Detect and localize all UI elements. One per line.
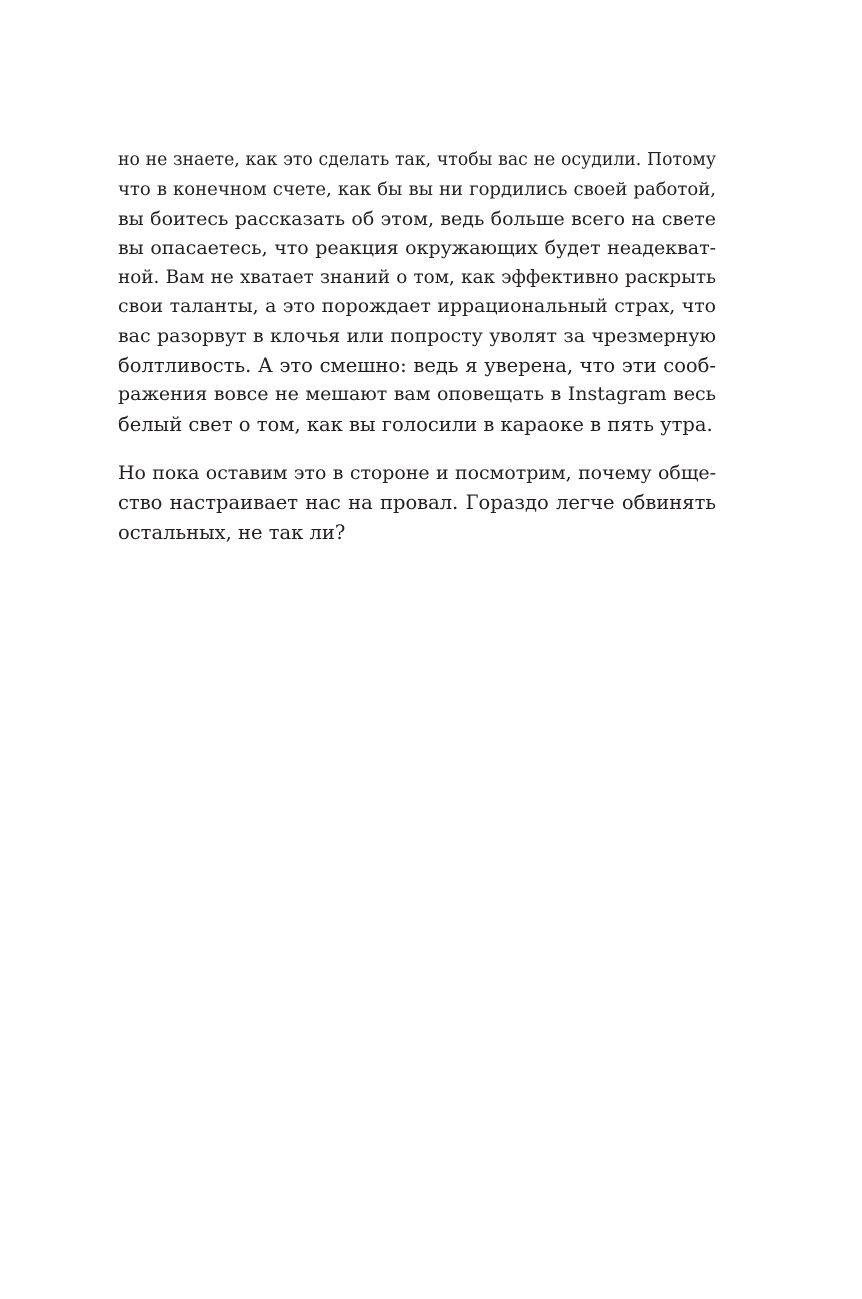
text-line: белый свет о том, как вы голосили в караоке в пять утра. [118, 412, 713, 436]
text-line: вас разорвут в клочья или попросту уволят за чрезмерную [118, 324, 716, 347]
paragraph-2 [118, 459, 716, 547]
text-line: что в конечном счете, как бы вы ни гордились своей работой, [118, 179, 716, 201]
text-line: ной. Вам не хватает знаний о том, как эффективно раскрыть [118, 267, 716, 289]
text-line: но не знаете, как это сделать так, чтобы вас не осудили. Потому [118, 150, 716, 170]
text-line: ство настраивает нас на провал. Гораздо легче обвинять [118, 491, 716, 515]
text-line: остальных, не так ли? [118, 520, 346, 544]
text-line: болтливость. А это смешно: ведь я уверена, что эти сооб- [118, 354, 716, 378]
text-line: ражения вовсе не мешают вам оповещать в Instagram весь [118, 383, 716, 406]
text-line: Но пока оставим это в стороне и посмотрим, почему обще- [118, 461, 716, 484]
text-line: вы опасаетесь, что реакция окружающих будет неадекват- [118, 236, 716, 259]
text-line: свои таланты, а это порождает иррациональный страх, что [118, 295, 716, 318]
paragraph-1 [118, 146, 716, 439]
text-line: вы боитесь рассказать об этом, ведь больше всего на свете [118, 207, 716, 230]
body-text [118, 146, 716, 547]
